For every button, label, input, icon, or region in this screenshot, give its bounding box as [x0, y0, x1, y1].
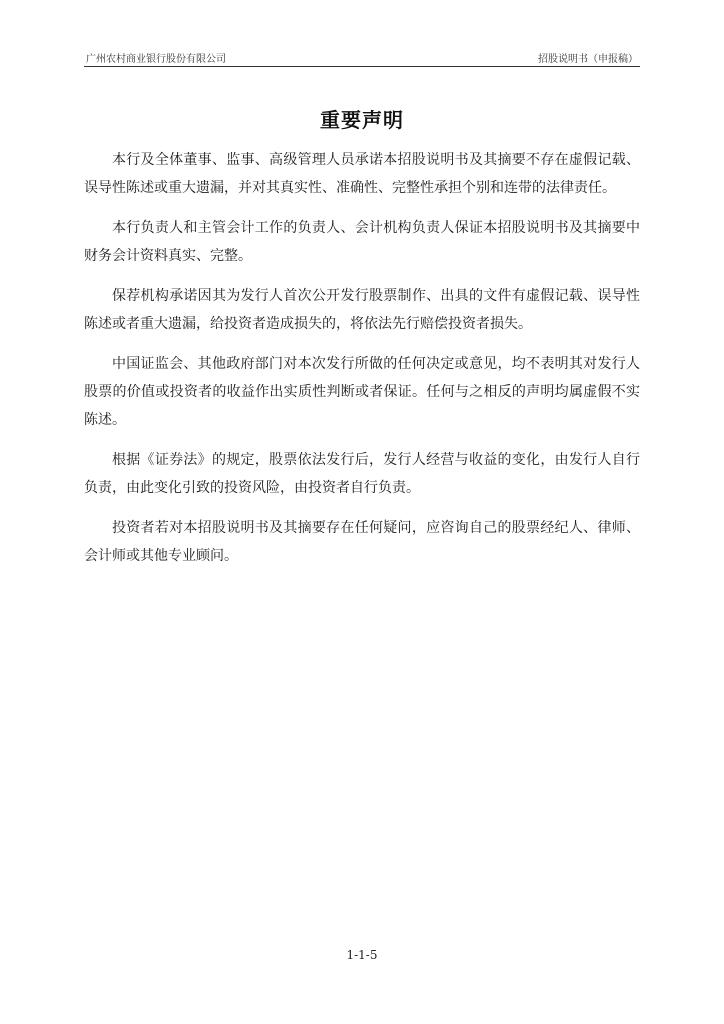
paragraph-4: 中国证监会、其他政府部门对本次发行所做的任何决定或意见，均不表明其对发行人股票的价值或投资者的收益作出实质性判断或者保证。任何与之相反的声明均属虚假不实陈述。	[84, 356, 640, 428]
paragraph-2: 本行负责人和主管会计工作的负责人、会计机构负责人保证本招股说明书及其摘要中财务会计资料真实、完整。	[84, 220, 640, 264]
paragraph-1: 本行及全体董事、监事、高级管理人员承诺本招股说明书及其摘要不存在虚假记载、误导性陈述或重大遗漏，并对其真实性、准确性、完整性承担个别和连带的法律责任。	[84, 152, 640, 196]
header-document-type: 招股说明书（申报稿）	[538, 54, 638, 65]
paragraph-5: 根据《证券法》的规定，股票依法发行后，发行人经营与收益的变化，由发行人自行负责，由此变化引致的投资风险，由投资者自行负责。	[84, 452, 640, 496]
header-company-name: 广州农村商业银行股份有限公司	[86, 54, 226, 65]
statement-body	[84, 146, 640, 582]
page-number: 1-1-5	[346, 948, 378, 962]
paragraph-6: 投资者若对本招股说明书及其摘要存在任何疑问，应咨询自己的股票经纪人、律师、会计师或其他专业顾问。	[84, 520, 640, 564]
page-header	[84, 50, 640, 67]
paragraph-3: 保荐机构承诺因其为发行人首次公开发行股票制作、出具的文件有虚假记载、误导性陈述或者重大遗漏，给投资者造成损失的，将依法先行赔偿投资者损失。	[84, 288, 640, 332]
page-title: 重要声明	[320, 108, 404, 132]
